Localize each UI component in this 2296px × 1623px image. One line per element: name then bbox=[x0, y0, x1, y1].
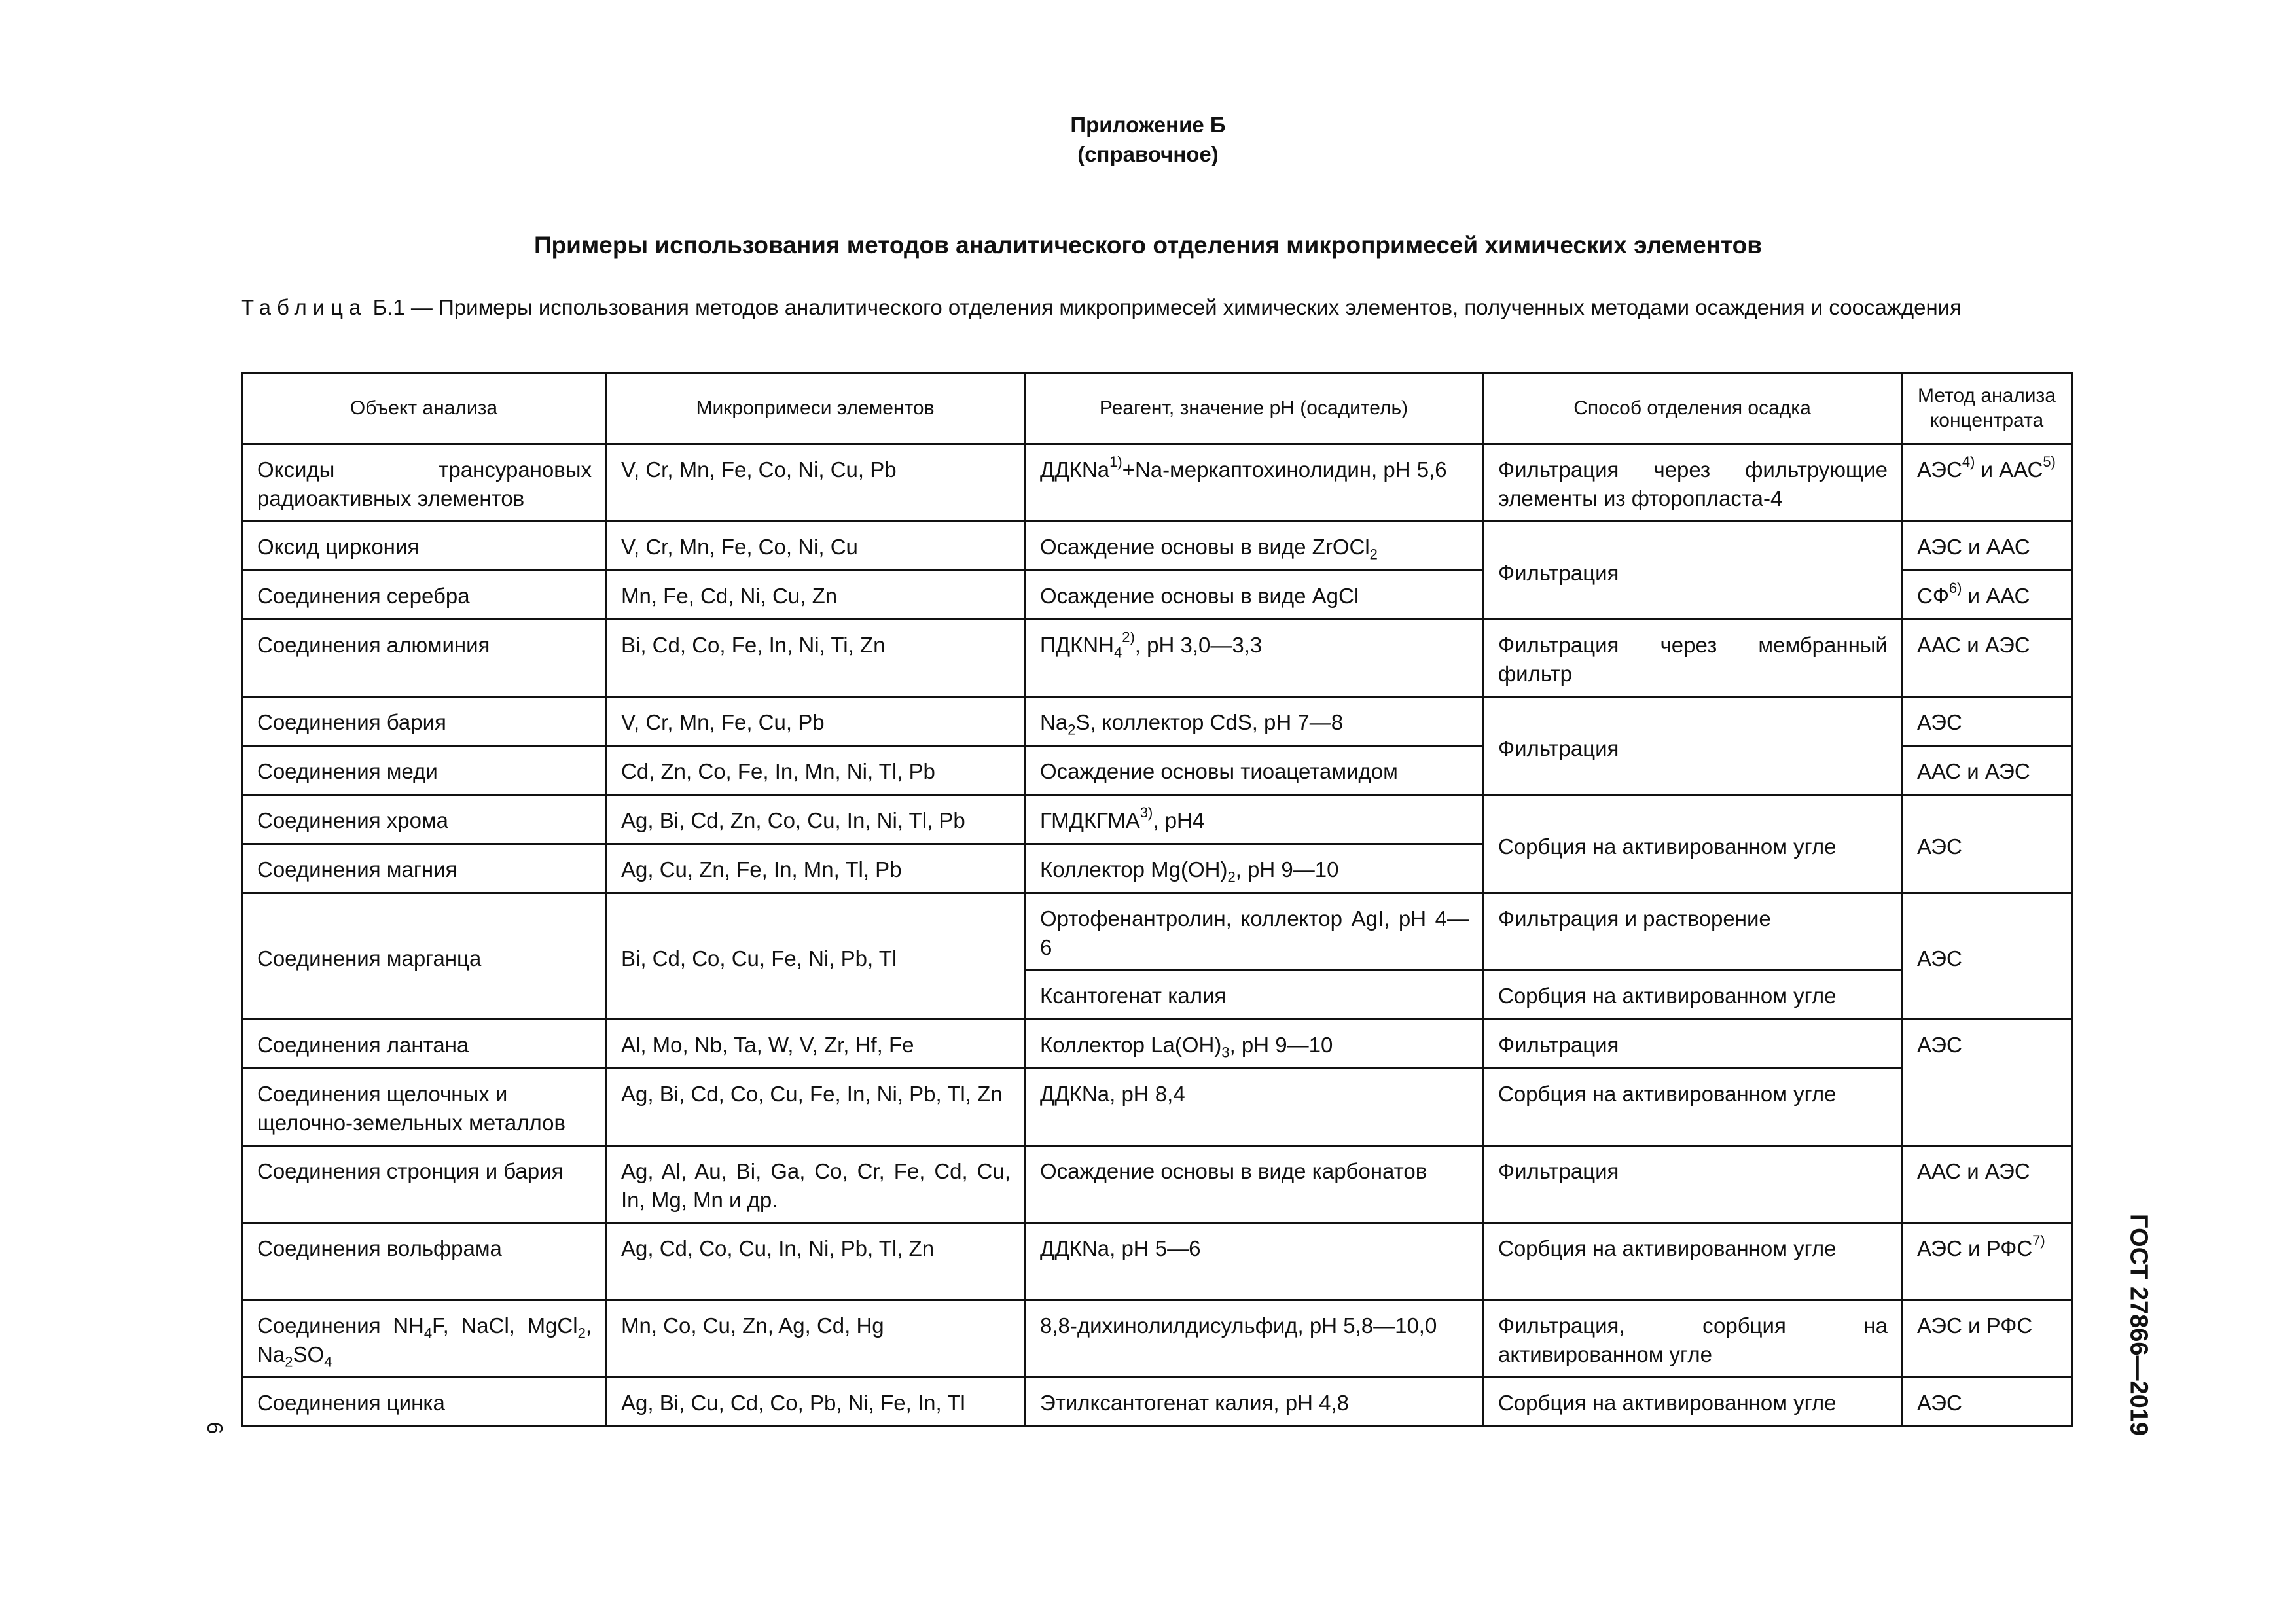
cell-impurities: Ag, Bi, Cd, Zn, Co, Cu, In, Ni, Tl, Pb bbox=[606, 795, 1025, 844]
column-header-object: Объект анализа bbox=[242, 373, 606, 444]
footnote-mark: 3) bbox=[1139, 804, 1153, 821]
subscript: 2 bbox=[1067, 721, 1076, 738]
cell-object: Соединения марганца bbox=[242, 893, 606, 1020]
subscript: 2 bbox=[285, 1353, 293, 1370]
cell-separation: Фильтрация через фильтрующие элементы из фторопласта-4 bbox=[1483, 444, 1902, 522]
data-table bbox=[241, 372, 2073, 1427]
cell-object: Соединения лантана bbox=[242, 1020, 606, 1069]
cell-method: АЭС bbox=[1902, 795, 2072, 893]
table-row bbox=[242, 697, 2072, 746]
cell-impurities: Bi, Cd, Co, Cu, Fe, Ni, Pb, Tl bbox=[606, 893, 1025, 1020]
cell-reagent: Осаждение основы в виде карбонатов bbox=[1025, 1146, 1483, 1223]
page-number: 6 bbox=[203, 1421, 227, 1435]
cell-object: Соединения $NH_4F$, NaCl, MgCl$_2$, $Na_2SO_4$ bbox=[242, 1300, 606, 1378]
subscript: 2 bbox=[1227, 868, 1236, 885]
cell-reagent: ГМДКГМА$^{3)}$, рН4 bbox=[1025, 795, 1483, 844]
table-row bbox=[242, 620, 2072, 697]
cell-reagent: Осаждение основы в виде AgCl bbox=[1025, 571, 1483, 620]
footnote-mark: 1) bbox=[1109, 454, 1122, 470]
cell-impurities: V, Cr, Mn, Fe, Co, Ni, Cu, Pb bbox=[606, 444, 1025, 522]
table-row bbox=[242, 1300, 2072, 1378]
cell-separation: Фильтрация, сорбция на активированном угле bbox=[1483, 1300, 1902, 1378]
cell-method: ААС и АЭС bbox=[1902, 620, 2072, 697]
cell-impurities: Ag, Bi, Cd, Co, Cu, Fe, In, Ni, Pb, Tl, Zn bbox=[606, 1069, 1025, 1146]
cell-separation: Фильтрация через мембранный фильтр bbox=[1483, 620, 1902, 697]
cell-reagent: ДДКNa$^{1)}$+Na-меркаптохинолидин, рН 5,6 bbox=[1025, 444, 1483, 522]
cell-separation: Фильтрация bbox=[1483, 522, 1902, 620]
cell-separation: Фильтрация и растворение bbox=[1483, 893, 1902, 971]
cell-object: Оксиды трансурановых радиоактивных элементов bbox=[242, 444, 606, 522]
cell-method: АЭС и РФС bbox=[1902, 1300, 2072, 1378]
cell-separation: Фильтрация bbox=[1483, 697, 1902, 795]
cell-object: Соединения бария bbox=[242, 697, 606, 746]
table-caption-prefix: Таблица bbox=[241, 295, 367, 319]
table-row bbox=[242, 1069, 2072, 1146]
cell-separation: Сорбция на активированном угле bbox=[1483, 1378, 1902, 1427]
appendix-type: (справочное) bbox=[1077, 142, 1219, 166]
column-header-reagent: Реагент, значение pH (осадитель) bbox=[1025, 373, 1483, 444]
page-title: Примеры использования методов аналитического отделения микропримесей химических элементов bbox=[533, 232, 1763, 259]
cell-method: ААС и АЭС bbox=[1902, 746, 2072, 795]
subscript: 3 bbox=[1221, 1044, 1230, 1061]
subscript: 2 bbox=[1369, 546, 1378, 563]
appendix-label: Приложение Б bbox=[1070, 113, 1226, 137]
subscript: 4 bbox=[1113, 644, 1122, 661]
cell-reagent: Коллектор $Mg(OH)_2$, рН 9—10 bbox=[1025, 844, 1483, 893]
cell-method: АЭС$^{4)}$ и ААС$^{5)}$ bbox=[1902, 444, 2072, 522]
cell-object: Соединения хрома bbox=[242, 795, 606, 844]
cell-object: Соединения цинка bbox=[242, 1378, 606, 1427]
footnote-mark: 5) bbox=[2043, 454, 2056, 470]
cell-separation: Сорбция на активированном угле bbox=[1483, 1069, 1902, 1146]
cell-reagent: Осаждение основы тиоацетамидом bbox=[1025, 746, 1483, 795]
footnote-mark: 7) bbox=[2032, 1232, 2045, 1249]
cell-impurities: V, Cr, Mn, Fe, Cu, Pb bbox=[606, 697, 1025, 746]
table-row bbox=[242, 1378, 2072, 1427]
cell-reagent: 8,8-дихинолилдисульфид, рН 5,8—10,0 bbox=[1025, 1300, 1483, 1378]
column-header-impurities: Микропримеси элементов bbox=[606, 373, 1025, 444]
table-row bbox=[242, 1223, 2072, 1300]
table-caption-text: Б.1 — Примеры использования методов аналитического отделения микропримесей химических элементов, полученных методами осаждения и соосаждения bbox=[372, 295, 1962, 319]
cell-impurities: Ag, Cd, Co, Cu, In, Ni, Pb, Tl, Zn bbox=[606, 1223, 1025, 1300]
table-caption bbox=[241, 293, 2070, 322]
cell-reagent: Ксантогенат калия bbox=[1025, 971, 1483, 1020]
cell-object: Соединения алюминия bbox=[242, 620, 606, 697]
column-header-separation: Способ отделения осадка bbox=[1483, 373, 1902, 444]
table-row bbox=[242, 444, 2072, 522]
footnote-mark: 4) bbox=[1962, 454, 1975, 470]
subscript: 4 bbox=[324, 1353, 332, 1370]
cell-reagent: $Na_2S$, коллектор CdS, рН 7—8 bbox=[1025, 697, 1483, 746]
cell-impurities: Ag, Bi, Cu, Cd, Co, Pb, Ni, Fe, In, Tl bbox=[606, 1378, 1025, 1427]
subscript: 4 bbox=[423, 1325, 433, 1342]
cell-method: АЭС bbox=[1902, 1378, 2072, 1427]
cell-reagent: Этилксантогенат калия, рН 4,8 bbox=[1025, 1378, 1483, 1427]
cell-separation: Фильтрация bbox=[1483, 1020, 1902, 1069]
cell-method: АЭС и РФС$^{7)}$ bbox=[1902, 1223, 2072, 1300]
table-row bbox=[242, 795, 2072, 844]
cell-method: АЭС и ААС bbox=[1902, 522, 2072, 571]
cell-object: Соединения серебра bbox=[242, 571, 606, 620]
cell-reagent: Коллектор $La(OH)_3$, рН 9—10 bbox=[1025, 1020, 1483, 1069]
cell-impurities: Mn, Co, Cu, Zn, Ag, Cd, Hg bbox=[606, 1300, 1025, 1378]
subscript: 2 bbox=[577, 1325, 586, 1342]
cell-method: СФ$^{6)}$ и ААС bbox=[1902, 571, 2072, 620]
cell-reagent: $ПДКNH_4^{2)}$, рН 3,0—3,3 bbox=[1025, 620, 1483, 697]
table-row bbox=[242, 1146, 2072, 1223]
cell-reagent: ДДКNa, рН 5—6 bbox=[1025, 1223, 1483, 1300]
cell-reagent: ДДКNa, рН 8,4 bbox=[1025, 1069, 1483, 1146]
cell-separation: Сорбция на активированном угле bbox=[1483, 971, 1902, 1020]
footnote-mark: 6) bbox=[1948, 580, 1962, 596]
cell-method: АЭС bbox=[1902, 1020, 2072, 1146]
table-row bbox=[242, 893, 2072, 971]
cell-separation: Фильтрация bbox=[1483, 1146, 1902, 1223]
cell-impurities: Mn, Fe, Cd, Ni, Cu, Zn bbox=[606, 571, 1025, 620]
cell-impurities: V, Cr, Mn, Fe, Co, Ni, Cu bbox=[606, 522, 1025, 571]
footnote-mark: 2) bbox=[1122, 629, 1135, 645]
cell-impurities: Cd, Zn, Co, Fe, In, Mn, Ni, Tl, Pb bbox=[606, 746, 1025, 795]
cell-method: АЭС bbox=[1902, 893, 2072, 1020]
cell-object: Соединения стронция и бария bbox=[242, 1146, 606, 1223]
cell-reagent: Ортофенантролин, коллектор AgI, рН 4—6 bbox=[1025, 893, 1483, 971]
appendix-heading bbox=[0, 110, 2296, 169]
cell-object: Оксид циркония bbox=[242, 522, 606, 571]
cell-separation: Сорбция на активированном угле bbox=[1483, 1223, 1902, 1300]
cell-impurities: Ag, Al, Au, Bi, Ga, Co, Cr, Fe, Cd, Cu, In, Mg, Mn и др. bbox=[606, 1146, 1025, 1223]
table-header-row bbox=[242, 373, 2072, 444]
cell-impurities: Ag, Cu, Zn, Fe, In, Mn, Tl, Pb bbox=[606, 844, 1025, 893]
cell-impurities: Al, Mo, Nb, Ta, W, V, Zr, Hf, Fe bbox=[606, 1020, 1025, 1069]
table-row bbox=[242, 522, 2072, 571]
cell-method: ААС и АЭС bbox=[1902, 1146, 2072, 1223]
cell-impurities: Bi, Cd, Co, Fe, In, Ni, Ti, Zn bbox=[606, 620, 1025, 697]
cell-object: Соединения вольфрама bbox=[242, 1223, 606, 1300]
cell-object: Соединения щелочных и щелочно-земельных металлов bbox=[242, 1069, 606, 1146]
cell-reagent: Осаждение основы в виде ZrOCl$_2$ bbox=[1025, 522, 1483, 571]
cell-separation: Сорбция на активированном угле bbox=[1483, 795, 1902, 893]
cell-object: Соединения магния bbox=[242, 844, 606, 893]
cell-object: Соединения меди bbox=[242, 746, 606, 795]
table-row bbox=[242, 1020, 2072, 1069]
column-header-method: Метод анализа концентрата bbox=[1902, 373, 2072, 444]
cell-method: АЭС bbox=[1902, 697, 2072, 746]
standard-designation: ГОСТ 27866—2019 bbox=[2125, 1214, 2153, 1436]
